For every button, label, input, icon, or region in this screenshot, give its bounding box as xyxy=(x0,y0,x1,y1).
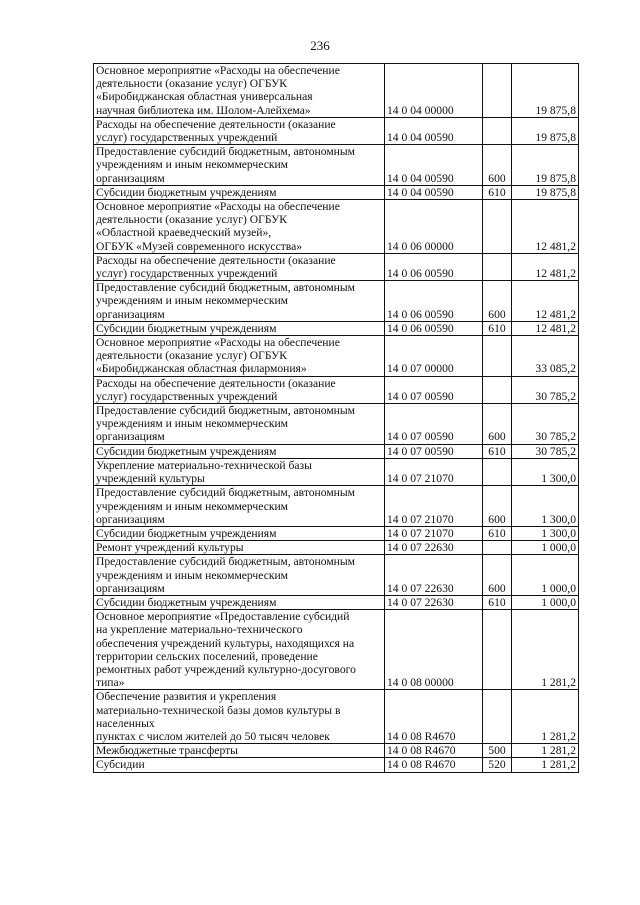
cell-name: Предоставление субсидий бюджетным, автономным учреждениям и иным некоммерческим организациям xyxy=(94,486,385,527)
cell-sum: 30 785,2 xyxy=(512,376,579,403)
cell-expense-type: 600 xyxy=(483,281,512,322)
cell-sum: 19 875,8 xyxy=(512,117,579,144)
table-row xyxy=(94,486,579,527)
cell-code: 14 0 04 00590 xyxy=(385,117,483,144)
cell-name: Субсидии бюджетным учреждениям xyxy=(94,185,385,199)
cell-name: Предоставление субсидий бюджетным, автономным учреждениям и иным некоммерческим организациям xyxy=(94,145,385,186)
cell-code: 14 0 06 00000 xyxy=(385,200,483,254)
table-row xyxy=(94,64,579,118)
cell-sum: 1 000,0 xyxy=(512,555,579,596)
cell-expense-type: 610 xyxy=(483,321,512,335)
cell-name: Основное мероприятие «Расходы на обеспечение деятельности (оказание услуг) ОГБУК «Биробиджанская областная филармония» xyxy=(94,336,385,377)
table-row xyxy=(94,595,579,609)
cell-name: Ремонт учреждений культуры xyxy=(94,541,385,555)
cell-sum: 1 281,2 xyxy=(512,690,579,744)
cell-code: 14 0 06 00590 xyxy=(385,281,483,322)
cell-sum: 1 000,0 xyxy=(512,541,579,555)
table-row xyxy=(94,404,579,445)
cell-name: Субсидии бюджетным учреждениям xyxy=(94,321,385,335)
cell-code: 14 0 07 21070 xyxy=(385,458,483,485)
cell-expense-type xyxy=(483,541,512,555)
cell-sum: 30 785,2 xyxy=(512,404,579,445)
table-row xyxy=(94,526,579,540)
cell-code: 14 0 07 21070 xyxy=(385,526,483,540)
cell-sum: 1 300,0 xyxy=(512,486,579,527)
cell-name: Субсидии бюджетным учреждениям xyxy=(94,526,385,540)
cell-expense-type: 600 xyxy=(483,145,512,186)
cell-expense-type: 600 xyxy=(483,404,512,445)
cell-expense-type: 610 xyxy=(483,444,512,458)
cell-expense-type: 610 xyxy=(483,526,512,540)
table-row xyxy=(94,253,579,280)
cell-code: 14 0 07 22630 xyxy=(385,595,483,609)
cell-expense-type: 600 xyxy=(483,555,512,596)
table-row xyxy=(94,541,579,555)
cell-code: 14 0 04 00590 xyxy=(385,185,483,199)
cell-code: 14 0 06 00590 xyxy=(385,253,483,280)
cell-code: 14 0 07 00590 xyxy=(385,444,483,458)
cell-name: Обеспечение развития и укрепления материально-технической базы домов культуры в населенных пунктах с числом жителей до 50 тысяч человек xyxy=(94,690,385,744)
table-row xyxy=(94,376,579,403)
cell-code: 14 0 07 22630 xyxy=(385,555,483,596)
cell-sum: 30 785,2 xyxy=(512,444,579,458)
cell-name: Укрепление материально-технической базы учреждений культуры xyxy=(94,458,385,485)
table-row xyxy=(94,145,579,186)
cell-expense-type: 500 xyxy=(483,744,512,758)
cell-code: 14 0 08 R4670 xyxy=(385,690,483,744)
cell-sum: 1 000,0 xyxy=(512,595,579,609)
table-row xyxy=(94,744,579,758)
cell-sum: 19 875,8 xyxy=(512,145,579,186)
cell-name: Субсидии xyxy=(94,758,385,772)
cell-code: 14 0 04 00590 xyxy=(385,145,483,186)
cell-code: 14 0 07 21070 xyxy=(385,486,483,527)
cell-name: Основное мероприятие «Предоставление субсидий на укрепление материально-технического обеспечения учреждений культуры, находящихся на территории сельских поселений, проведение ремонтных работ учреждений культурно-досугового типа» xyxy=(94,610,385,690)
cell-code: 14 0 07 22630 xyxy=(385,541,483,555)
table-row xyxy=(94,321,579,335)
table-row xyxy=(94,610,579,690)
table-row xyxy=(94,336,579,377)
cell-code: 14 0 04 00000 xyxy=(385,64,483,118)
cell-name: Основное мероприятие «Расходы на обеспечение деятельности (оказание услуг) ОГБУК «Областной краеведческий музей», ОГБУК «Музей современного искусства» xyxy=(94,200,385,254)
cell-code: 14 0 07 00590 xyxy=(385,376,483,403)
budget-table-body xyxy=(94,64,579,773)
cell-sum: 19 875,8 xyxy=(512,185,579,199)
cell-code: 14 0 08 R4670 xyxy=(385,758,483,772)
cell-code: 14 0 07 00000 xyxy=(385,336,483,377)
cell-name: Предоставление субсидий бюджетным, автономным учреждениям и иным некоммерческим организациям xyxy=(94,281,385,322)
cell-expense-type xyxy=(483,376,512,403)
cell-sum: 12 481,2 xyxy=(512,281,579,322)
cell-sum: 1 281,2 xyxy=(512,610,579,690)
cell-expense-type: 520 xyxy=(483,758,512,772)
table-row xyxy=(94,185,579,199)
cell-name: Расходы на обеспечение деятельности (оказание услуг) государственных учреждений xyxy=(94,376,385,403)
cell-sum: 1 300,0 xyxy=(512,526,579,540)
table-row xyxy=(94,200,579,254)
table-row xyxy=(94,444,579,458)
cell-expense-type: 610 xyxy=(483,595,512,609)
cell-expense-type xyxy=(483,458,512,485)
cell-sum: 12 481,2 xyxy=(512,253,579,280)
cell-expense-type xyxy=(483,690,512,744)
cell-name: Субсидии бюджетным учреждениям xyxy=(94,444,385,458)
cell-sum: 1 281,2 xyxy=(512,758,579,772)
cell-code: 14 0 07 00590 xyxy=(385,404,483,445)
cell-name: Предоставление субсидий бюджетным, автономным учреждениям и иным некоммерческим организациям xyxy=(94,404,385,445)
cell-name: Субсидии бюджетным учреждениям xyxy=(94,595,385,609)
table-row xyxy=(94,458,579,485)
table-row xyxy=(94,690,579,744)
page-number: 236 xyxy=(310,38,330,53)
cell-expense-type xyxy=(483,64,512,118)
table-row xyxy=(94,117,579,144)
cell-expense-type xyxy=(483,117,512,144)
cell-code: 14 0 08 R4670 xyxy=(385,744,483,758)
table-row xyxy=(94,758,579,772)
table-row xyxy=(94,281,579,322)
cell-sum: 1 281,2 xyxy=(512,744,579,758)
cell-code: 14 0 06 00590 xyxy=(385,321,483,335)
cell-name: Расходы на обеспечение деятельности (оказание услуг) государственных учреждений xyxy=(94,117,385,144)
cell-name: Предоставление субсидий бюджетным, автономным учреждениям и иным некоммерческим организациям xyxy=(94,555,385,596)
cell-sum: 12 481,2 xyxy=(512,200,579,254)
table-row xyxy=(94,555,579,596)
cell-sum: 12 481,2 xyxy=(512,321,579,335)
cell-sum: 1 300,0 xyxy=(512,458,579,485)
cell-expense-type xyxy=(483,253,512,280)
cell-expense-type xyxy=(483,200,512,254)
cell-expense-type xyxy=(483,610,512,690)
cell-name: Основное мероприятие «Расходы на обеспечение деятельности (оказание услуг) ОГБУК «Биробиджанская областная универсальная научная библиотека им. Шолом-Алейхема» xyxy=(94,64,385,118)
cell-sum: 33 085,2 xyxy=(512,336,579,377)
cell-name: Межбюджетные трансферты xyxy=(94,744,385,758)
cell-name: Расходы на обеспечение деятельности (оказание услуг) государственных учреждений xyxy=(94,253,385,280)
cell-sum: 19 875,8 xyxy=(512,64,579,118)
budget-table xyxy=(93,63,579,773)
cell-expense-type xyxy=(483,336,512,377)
cell-code: 14 0 08 00000 xyxy=(385,610,483,690)
cell-expense-type: 610 xyxy=(483,185,512,199)
cell-expense-type: 600 xyxy=(483,486,512,527)
